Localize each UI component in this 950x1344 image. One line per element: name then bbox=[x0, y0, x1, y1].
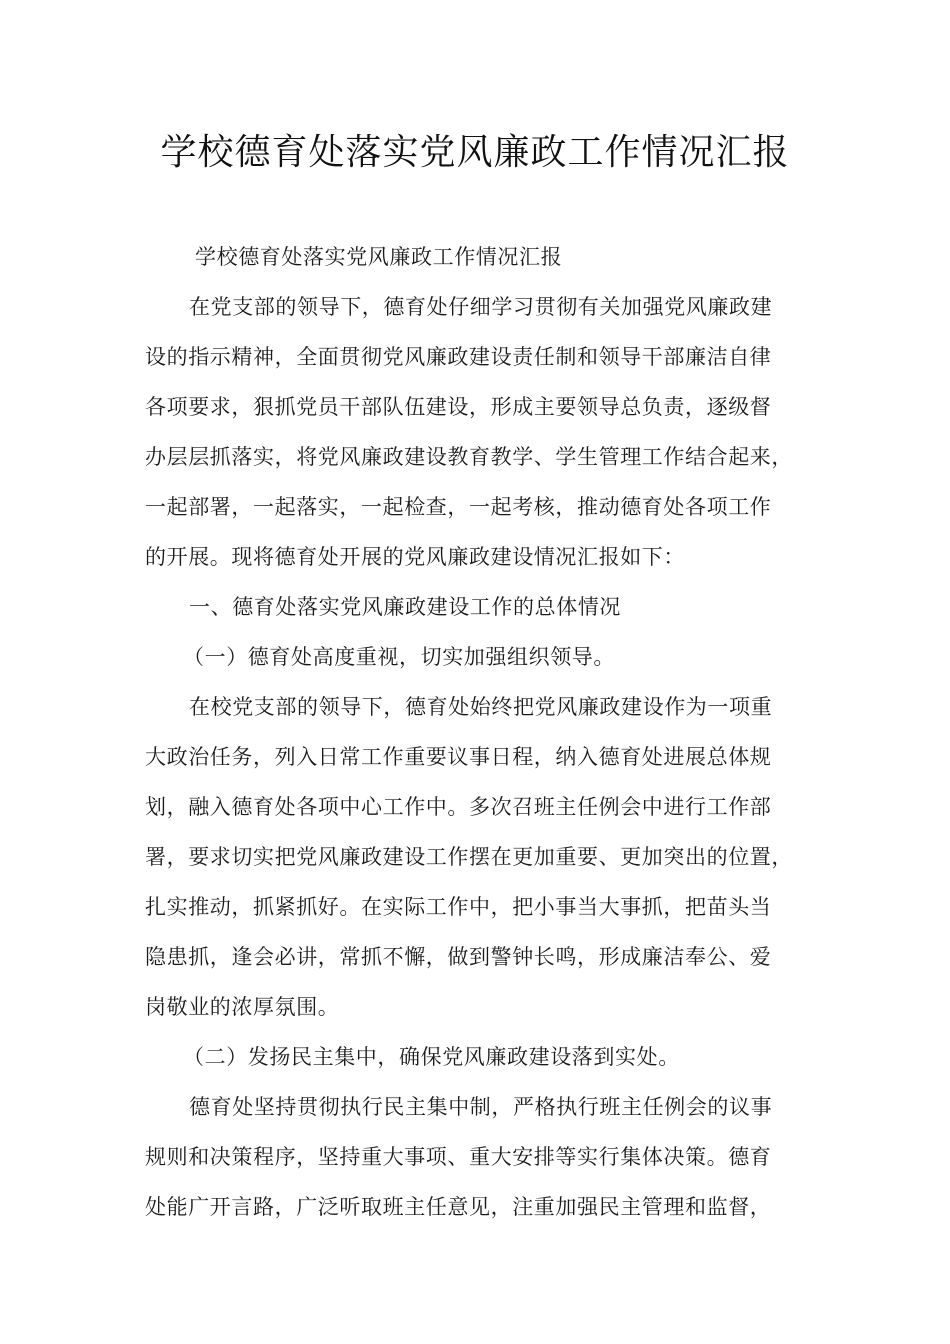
body-line: 办层层抓落实，将党风廉政建设教育教学、学生管理工作结合起来， bbox=[145, 445, 793, 469]
subsection-heading: （二）发扬民主集中，确保党风廉政建设落到实处。 bbox=[183, 1045, 680, 1069]
body-line: 设的指示精神，全面贯彻党风廉政建设责任制和领导干部廉洁自律 bbox=[145, 345, 772, 369]
document-body bbox=[145, 232, 825, 1232]
body-line: 各项要求，狠抓党员干部队伍建设，形成主要领导总负责，逐级督 bbox=[145, 395, 772, 419]
body-line: 在党支部的领导下，德育处仔细学习贯彻有关加强党风廉政建 bbox=[189, 295, 773, 319]
body-line: 规则和决策程序，坚持重大事项、重大安排等实行集体决策。德育 bbox=[145, 1145, 772, 1169]
body-line: 的开展。现将德育处开展的党风廉政建设情况汇报如下： bbox=[145, 545, 685, 569]
document-title: 学校德育处落实党风廉政工作情况汇报 bbox=[160, 132, 790, 173]
body-line: 划，融入德育处各项中心工作中。多次召班主任例会中进行工作部 bbox=[145, 795, 772, 819]
body-line: 岗敬业的浓厚氛围。 bbox=[145, 995, 340, 1019]
body-line: 隐患抓，逢会必讲，常抓不懈，做到警钟长鸣，形成廉洁奉公、爱 bbox=[145, 945, 772, 969]
body-line: 学校德育处落实党风廉政工作情况汇报 bbox=[195, 245, 563, 269]
body-line: 大政治任务，列入日常工作重要议事日程，纳入德育处进展总体规 bbox=[145, 745, 772, 769]
body-line: 德育处坚持贯彻执行民主集中制，严格执行班主任例会的议事 bbox=[189, 1095, 773, 1119]
body-line: 署，要求切实把党风廉政建设工作摆在更加重要、更加突出的位置， bbox=[145, 845, 793, 869]
subsection-heading: （一）德育处高度重视，切实加强组织领导。 bbox=[183, 645, 615, 669]
body-line: 处能广开言路，广泛听取班主任意见，注重加强民主管理和监督， bbox=[145, 1195, 772, 1219]
section-heading: 一、德育处落实党风廉政建设工作的总体情况 bbox=[189, 595, 621, 619]
body-line: 在校党支部的领导下，德育处始终把党风廉政建设作为一项重 bbox=[189, 695, 773, 719]
body-line: 扎实推动，抓紧抓好。在实际工作中，把小事当大事抓，把苗头当 bbox=[145, 895, 772, 919]
body-line: 一起部署，一起落实，一起检查，一起考核，推动德育处各项工作 bbox=[145, 495, 772, 519]
